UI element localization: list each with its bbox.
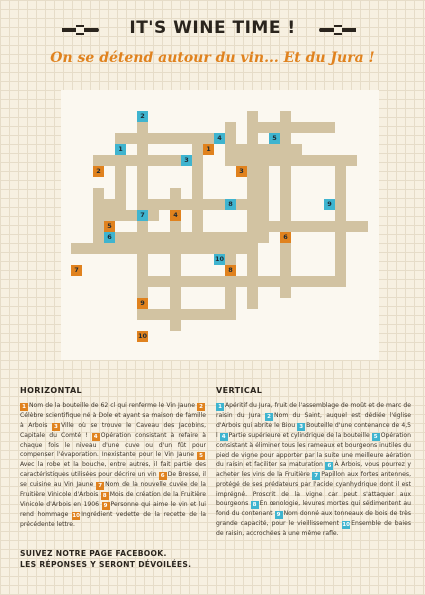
grid-cell[interactable] [335, 210, 346, 221]
grid-cell[interactable] [82, 243, 93, 254]
grid-cell[interactable] [192, 166, 203, 177]
grid-cell[interactable] [247, 177, 258, 188]
vertical-clue-number: 2 [265, 413, 273, 421]
grid-cell[interactable] [137, 155, 148, 166]
grid-cell[interactable] [258, 221, 269, 232]
header [0, 18, 425, 48]
vertical-clue-number: 9 [275, 511, 283, 519]
horizontal-clue-number: 10 [72, 512, 80, 519]
grid-cell[interactable] [181, 276, 192, 287]
grid-cell[interactable] [258, 210, 269, 221]
grid-cell[interactable] [302, 221, 313, 232]
grid-cell[interactable] [181, 199, 192, 210]
vertical-number-10: 10 [214, 255, 225, 264]
grid-cell[interactable] [280, 166, 291, 177]
grid-cell[interactable] [170, 265, 181, 276]
grid-cell[interactable] [280, 144, 291, 155]
horizontal-clue-number: 9 [102, 502, 110, 510]
horizontal-number-9: 9 [137, 298, 148, 309]
vertical-clue-number: 3 [297, 423, 305, 431]
grid-cell[interactable] [192, 155, 203, 166]
horizontal-clue-text: Mois de création de la Fruitière Vinicole d'Arbois en 1906 [20, 490, 207, 508]
grid-cell[interactable] [269, 155, 280, 166]
grid-cell[interactable] [302, 122, 313, 133]
grid-cell[interactable] [258, 144, 269, 155]
grid-cell[interactable] [291, 144, 302, 155]
grid-cell[interactable] [93, 221, 104, 232]
vertical-heading: VERTICAL [216, 386, 263, 395]
grid-cell[interactable] [247, 155, 258, 166]
vertical-number-3: 3 [181, 155, 192, 166]
footer-line-2: LES RÉPONSES Y SERONT DÉVOILÉES. [20, 560, 192, 569]
grid-cell[interactable] [247, 144, 258, 155]
horizontal-clue-number: 4 [92, 433, 100, 441]
vertical-number-2: 2 [137, 111, 148, 122]
grid-cell[interactable] [236, 276, 247, 287]
grid-cell[interactable] [192, 210, 203, 221]
grid-cell[interactable] [280, 265, 291, 276]
horizontal-number-8: 8 [225, 265, 236, 276]
grid-cell[interactable] [137, 133, 148, 144]
grid-cell[interactable] [236, 243, 247, 254]
grid-cell[interactable] [247, 199, 258, 210]
grid-cell[interactable] [137, 276, 148, 287]
vertical-number-8: 8 [225, 199, 236, 210]
horizontal-number-10: 10 [137, 332, 148, 341]
horizontal-clue-text: Ingrédient vedette de la recette de la précédente lettre. [20, 510, 207, 528]
grid-cell[interactable] [159, 232, 170, 243]
grid-cell[interactable] [335, 276, 346, 287]
grid-cell[interactable] [170, 188, 181, 199]
grid-cell[interactable] [170, 243, 181, 254]
horizontal-clue-number: 5 [197, 452, 205, 460]
grid-cell[interactable] [170, 276, 181, 287]
grid-cell[interactable] [159, 199, 170, 210]
grid-cell[interactable] [104, 210, 115, 221]
grid-cell[interactable] [280, 254, 291, 265]
grid-cell[interactable] [115, 210, 126, 221]
vertical-number-6: 6 [104, 232, 115, 243]
grid-cell[interactable] [291, 221, 302, 232]
grid-cell[interactable] [148, 133, 159, 144]
vertical-clues [216, 385, 411, 539]
grid-cell[interactable] [137, 243, 148, 254]
grid-cell[interactable] [335, 265, 346, 276]
grid-cell[interactable] [280, 122, 291, 133]
grid-cell[interactable] [258, 177, 269, 188]
grid-cell[interactable] [280, 199, 291, 210]
grid-cell[interactable] [291, 276, 302, 287]
grid-cell[interactable] [236, 199, 247, 210]
horizontal-clue-text: Opération consistant à refaire à chaque fois le niveau d'une cuve ou d'un fût pour compenser l'évaporation. Inexistante pour le Vin Jaune [20, 431, 207, 459]
grid-cell[interactable] [137, 144, 148, 155]
grid-cell[interactable] [126, 133, 137, 144]
grid-cell[interactable] [93, 243, 104, 254]
grid-cell[interactable] [93, 155, 104, 166]
horizontal-clue-number: 6 [159, 472, 167, 480]
horizontal-clue-text: Avec la robe et la bouche, entre autres, il fait partie des caractéristiques utilisées pour décrire un vin [20, 461, 206, 478]
horizontal-clue-text: De Bresse, il se cuisine au Vin Jaune [20, 470, 206, 488]
grid-cell[interactable] [335, 199, 346, 210]
grid-cell[interactable] [346, 221, 357, 232]
footer-line-1: SUIVEZ NOTRE PAGE FACEBOOK. [20, 549, 167, 558]
grid-cell[interactable] [93, 188, 104, 199]
grid-cell[interactable] [148, 243, 159, 254]
grid-cell[interactable] [71, 243, 82, 254]
grid-cell[interactable] [324, 221, 335, 232]
grid-cell[interactable] [225, 287, 236, 298]
vertical-number-7: 7 [137, 210, 148, 221]
grid-cell[interactable] [126, 232, 137, 243]
grid-cell[interactable] [148, 309, 159, 320]
grid-cell[interactable] [247, 210, 258, 221]
grid-cell[interactable] [148, 199, 159, 210]
grid-cell[interactable] [236, 232, 247, 243]
grid-cell[interactable] [203, 309, 214, 320]
grid-cell[interactable] [137, 122, 148, 133]
crossword-grid [61, 90, 379, 360]
grid-cell[interactable] [335, 221, 346, 232]
grid-cell[interactable] [115, 177, 126, 188]
horizontal-number-5: 5 [104, 221, 115, 232]
grid-cell[interactable] [280, 177, 291, 188]
horizontal-clues [20, 385, 206, 529]
grid-cell[interactable] [170, 254, 181, 265]
vertical-clue-number: 10 [342, 522, 350, 529]
grid-cell[interactable] [137, 254, 148, 265]
vertical-clue-number: 6 [325, 462, 333, 470]
grid-cell[interactable] [247, 232, 258, 243]
grid-cell[interactable] [280, 111, 291, 122]
grid-cell[interactable] [335, 243, 346, 254]
horizontal-clue-text: Ville où se trouve le Caveau des Jacobins, Capitale du Comté ! [20, 421, 207, 439]
grid-cell[interactable] [335, 254, 346, 265]
grid-cell[interactable] [170, 232, 181, 243]
horizontal-clue-number: 1 [20, 403, 28, 411]
grid-cell[interactable] [258, 276, 269, 287]
grid-cell[interactable] [192, 309, 203, 320]
page-title: IT'S WINE TIME ! [129, 18, 296, 38]
grid-cell[interactable] [313, 122, 324, 133]
grid-cell[interactable] [225, 232, 236, 243]
horizontal-clue-list [20, 401, 206, 529]
vertical-clue-text: Nom donné aux tonneaux de bois de très grande capacité, pour le vieillissement [216, 510, 412, 528]
grid-cell[interactable] [104, 243, 115, 254]
horizontal-number-7: 7 [71, 265, 82, 276]
grid-cell[interactable] [335, 188, 346, 199]
grid-cell[interactable] [148, 210, 159, 221]
grid-cell[interactable] [137, 287, 148, 298]
grid-cell[interactable] [280, 210, 291, 221]
grid-cell[interactable] [280, 133, 291, 144]
vertical-clue-text: Ensemble de baies de raisin, accrochées à une même rafle. [216, 520, 412, 538]
grid-cell[interactable] [247, 276, 258, 287]
grid-cell[interactable] [269, 144, 280, 155]
grid-cell[interactable] [291, 155, 302, 166]
grid-cell[interactable] [159, 309, 170, 320]
grid-cell[interactable] [192, 144, 203, 155]
grid-cell[interactable] [137, 265, 148, 276]
grid-cell[interactable] [203, 243, 214, 254]
vertical-clue-text: Partie supérieure et cylindrique de la bouteille [228, 432, 370, 440]
grid-cell[interactable] [170, 309, 181, 320]
grid-cell[interactable] [269, 221, 280, 232]
horizontal-clue-text: Nom de la bouteille de 62 cl qui renferme le Vin Jaune [29, 402, 195, 410]
grid-cell[interactable] [181, 243, 192, 254]
grid-cell[interactable] [170, 221, 181, 232]
page-subtitle: On se détend autour du vin... Et du Jura ! [50, 50, 375, 66]
vertical-clue-text: Papillon aux fortes antennes, protégé de ses prédateurs par l'acide cyanhydrique dont il est imprégné. Proscrit de la vigne car peut s'attaquer aux bourgeons [216, 471, 412, 508]
grid-cell[interactable] [126, 155, 137, 166]
vertical-number-5: 5 [269, 133, 280, 144]
grid-cell[interactable] [247, 221, 258, 232]
grid-cell[interactable] [214, 243, 225, 254]
grid-cell[interactable] [192, 188, 203, 199]
grid-cell[interactable] [104, 199, 115, 210]
grid-cell[interactable] [214, 199, 225, 210]
grid-cell[interactable] [313, 276, 324, 287]
grid-cell[interactable] [335, 166, 346, 177]
grid-cell[interactable] [170, 287, 181, 298]
grid-cell[interactable] [203, 133, 214, 144]
grid-cell[interactable] [159, 155, 170, 166]
grid-cell[interactable] [247, 298, 258, 309]
grid-cell[interactable] [170, 155, 181, 166]
grid-cell[interactable] [170, 320, 181, 331]
grid-cell[interactable] [137, 177, 148, 188]
grid-cell[interactable] [247, 287, 258, 298]
grid-cell[interactable] [192, 199, 203, 210]
grid-cell[interactable] [137, 232, 148, 243]
grid-cell[interactable] [115, 133, 126, 144]
grid-cell[interactable] [159, 133, 170, 144]
grid-cell[interactable] [247, 122, 258, 133]
grid-cell[interactable] [225, 155, 236, 166]
grid-cell[interactable] [236, 155, 247, 166]
grid-cell[interactable] [247, 188, 258, 199]
vertical-number-9: 9 [324, 199, 335, 210]
vertical-clue-text: Nom du Saint, auquel est dédiée l'église d'Arbois qui abrite le Biou [216, 412, 411, 430]
horizontal-clue-text: Célèbre scientifique né à Dole et ayant sa maison de famille à Arbois [20, 412, 206, 429]
grid-cell[interactable] [192, 243, 203, 254]
grid-cell[interactable] [258, 155, 269, 166]
horizontal-number-6: 6 [280, 232, 291, 243]
pointing-hand-icon [318, 22, 356, 38]
grid-cell[interactable] [313, 155, 324, 166]
vertical-clue-text: Opération consistant à éliminer tous les rameaux et bourgeons inutiles du pied de vigne pour apporter par la suite une meilleure aération du raisin et faciliter sa maturation [216, 432, 412, 469]
grid-cell[interactable] [280, 188, 291, 199]
horizontal-clue-text: Personne qui aime le vin et lui rend hommage [20, 500, 207, 518]
grid-cell[interactable] [225, 298, 236, 309]
grid-cell[interactable] [115, 243, 126, 254]
grid-cell[interactable] [126, 243, 137, 254]
grid-cell[interactable] [93, 199, 104, 210]
grid-cell[interactable] [192, 276, 203, 287]
grid-cell[interactable] [214, 232, 225, 243]
grid-cell[interactable] [203, 199, 214, 210]
grid-cell[interactable] [302, 155, 313, 166]
grid-cell[interactable] [335, 177, 346, 188]
grid-cell[interactable] [104, 155, 115, 166]
grid-cell[interactable] [214, 276, 225, 287]
vertical-clue-number: 7 [312, 472, 320, 480]
facebook-note [20, 548, 210, 570]
vertical-clue-list [216, 401, 411, 538]
grid-cell[interactable] [346, 155, 357, 166]
horizontal-clue-number: 3 [52, 423, 60, 431]
grid-cell[interactable] [247, 166, 258, 177]
horizontal-clue-number: 7 [96, 482, 104, 490]
grid-cell[interactable] [214, 309, 225, 320]
grid-cell[interactable] [170, 298, 181, 309]
grid-cell[interactable] [181, 232, 192, 243]
grid-cell[interactable] [280, 287, 291, 298]
grid-cell[interactable] [335, 155, 346, 166]
grid-cell[interactable] [137, 166, 148, 177]
horizontal-clue-text: Nom de la nouvelle cuvée de la Fruitière Vinicole d'Arbois [20, 480, 207, 498]
grid-cell[interactable] [280, 221, 291, 232]
grid-cell[interactable] [258, 232, 269, 243]
grid-cell[interactable] [137, 309, 148, 320]
grid-cell[interactable] [203, 276, 214, 287]
grid-cell[interactable] [269, 276, 280, 287]
grid-cell[interactable] [170, 199, 181, 210]
grid-cell[interactable] [192, 133, 203, 144]
grid-cell[interactable] [280, 243, 291, 254]
grid-cell[interactable] [236, 144, 247, 155]
grid-cell[interactable] [181, 309, 192, 320]
grid-cell[interactable] [357, 221, 368, 232]
vertical-clue-text: En œnologie, levures mortes qui sédimentent au fond du contenant [216, 500, 411, 518]
grid-cell[interactable] [225, 276, 236, 287]
grid-cell[interactable] [115, 199, 126, 210]
grid-cell[interactable] [247, 254, 258, 265]
horizontal-number-4: 4 [170, 210, 181, 221]
horizontal-clue-number: 8 [101, 492, 109, 500]
vertical-clue-text: À Arbois, vous pourrez y acheter les vins de la Fruitière [216, 461, 411, 479]
vertical-clue-number: 1 [216, 403, 224, 411]
grid-cell[interactable] [148, 155, 159, 166]
grid-cell[interactable] [159, 276, 170, 287]
grid-cell[interactable] [93, 232, 104, 243]
grid-cell[interactable] [258, 122, 269, 133]
grid-cell[interactable] [269, 122, 280, 133]
grid-cell[interactable] [181, 133, 192, 144]
grid-cell[interactable] [247, 111, 258, 122]
grid-cell[interactable] [225, 309, 236, 320]
grid-cell[interactable] [137, 188, 148, 199]
grid-cell[interactable] [280, 276, 291, 287]
grid-cell[interactable] [159, 243, 170, 254]
horizontal-number-2: 2 [93, 166, 104, 177]
horizontal-number-1: 1 [203, 144, 214, 155]
grid-cell[interactable] [324, 155, 335, 166]
grid-cell[interactable] [148, 276, 159, 287]
grid-cell[interactable] [258, 188, 269, 199]
grid-cell[interactable] [225, 144, 236, 155]
grid-cell[interactable] [192, 221, 203, 232]
grid-cell[interactable] [324, 276, 335, 287]
grid-cell[interactable] [247, 243, 258, 254]
vertical-clue-text: Apéritif du Jura, fruit de l'assemblage de moût et de marc de raisin du Jura [216, 402, 411, 420]
grid-cell[interactable] [137, 221, 148, 232]
grid-cell[interactable] [247, 265, 258, 276]
grid-cell[interactable] [258, 199, 269, 210]
grid-cell[interactable] [280, 155, 291, 166]
grid-cell[interactable] [192, 232, 203, 243]
grid-cell[interactable] [137, 199, 148, 210]
grid-cell[interactable] [324, 122, 335, 133]
grid-cell[interactable] [302, 276, 313, 287]
grid-cell[interactable] [225, 122, 236, 133]
grid-cell[interactable] [225, 243, 236, 254]
grid-cell[interactable] [335, 232, 346, 243]
vertical-clue-number: 8 [251, 501, 259, 509]
horizontal-clue-number: 2 [197, 403, 205, 411]
grid-cell[interactable] [225, 133, 236, 144]
grid-cell[interactable] [115, 232, 126, 243]
grid-cell[interactable] [225, 254, 236, 265]
grid-cell[interactable] [170, 133, 181, 144]
vertical-clue-text: Bouteille d'une contenance de 4,5 l [216, 422, 412, 440]
grid-cell[interactable] [203, 232, 214, 243]
grid-cell[interactable] [192, 177, 203, 188]
vertical-clue-number: 5 [372, 433, 380, 441]
horizontal-heading: HORIZONTAL [20, 386, 83, 395]
grid-cell[interactable] [291, 122, 302, 133]
grid-cell[interactable] [93, 210, 104, 221]
grid-cell[interactable] [115, 155, 126, 166]
grid-cell[interactable] [126, 210, 137, 221]
vertical-number-4: 4 [214, 133, 225, 144]
grid-cell[interactable] [247, 133, 258, 144]
grid-cell[interactable] [115, 166, 126, 177]
vertical-number-1: 1 [115, 144, 126, 155]
grid-cell[interactable] [313, 221, 324, 232]
horizontal-number-3: 3 [236, 166, 247, 177]
grid-cell[interactable] [148, 232, 159, 243]
grid-cell[interactable] [115, 188, 126, 199]
vertical-clue-number: 4 [220, 433, 228, 441]
grid-cell[interactable] [258, 166, 269, 177]
